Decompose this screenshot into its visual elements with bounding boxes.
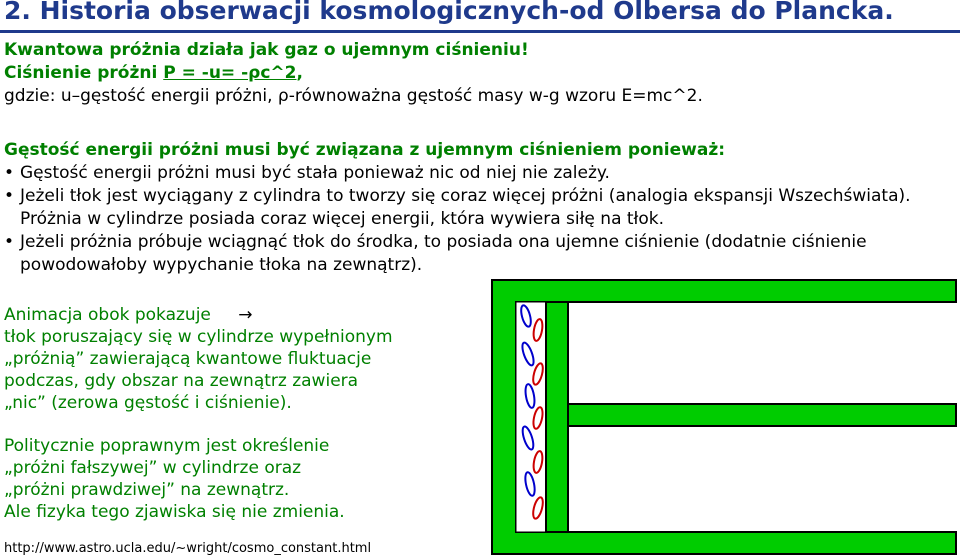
intro-line-2 — [4, 63, 303, 83]
animation-line: podczas, gdy obszar na zewnątrz zawiera — [4, 371, 359, 391]
animation-line: tłok poruszający się w cylindrze wypełnionym — [4, 327, 393, 347]
animation-caption — [4, 304, 253, 326]
intro-line-2-suffix: , — [296, 63, 303, 83]
source-link[interactable]: http://www.astro.ucla.edu/~wright/cosmo_constant.html — [4, 541, 372, 556]
page-title: 2. Historia obserwacji kosmologicznych-od Olbersa do Plancka. — [4, 0, 894, 25]
politics-line: „próżni prawdziwej” na zewnątrz. — [4, 480, 290, 500]
intro-line-3: gdzie: u–gęstość energii próżni, ρ-równoważna gęstość masy w-g wzoru E=mc^2. — [4, 86, 703, 106]
section-heading: Gęstość energii próżni musi być związana z ujemnym ciśnieniem ponieważ: — [4, 140, 726, 160]
bullet-item — [4, 232, 867, 252]
title-underline — [0, 30, 960, 33]
animation-line: Animacja obok pokazuje — [4, 305, 211, 325]
piston — [546, 302, 956, 532]
intro-line-1: Kwantowa próżnia działa jak gaz o ujemnym ciśnieniu! — [4, 40, 529, 60]
pressure-formula: P = -u= -ρc^2 — [163, 63, 297, 83]
bullet-text: Jeżeli tłok jest wyciągany z cylindra to tworzy się coraz więcej próżni (analogia ekspansji Wszechświata). — [20, 186, 911, 206]
bullet-item — [4, 163, 610, 183]
bullet-dot: • — [4, 186, 15, 206]
animation-line: „nic” (zerowa gęstość i ciśnienie). — [4, 393, 292, 413]
politics-line: „próżni fałszywej” w cylindrze oraz — [4, 458, 302, 478]
piston-cylinder-illustration — [490, 278, 960, 558]
bullet-continuation: powodowałoby wypychanie tłoka na zewnątrz). — [20, 255, 423, 275]
bullet-continuation: Próżnia w cylindrze posiada coraz więcej energii, która wywiera siłę na tłok. — [20, 209, 665, 229]
intro-line-2-prefix: Ciśnienie próżni — [4, 63, 164, 83]
bullet-dot: • — [4, 232, 15, 252]
bullet-text: Jeżeli próżnia próbuje wciągnąć tłok do środka, to posiada ona ujemne ciśnienie (dodatnie ciśnienie — [20, 232, 867, 252]
politics-line: Ale fizyka tego zjawiska się nie zmienia. — [4, 502, 345, 522]
bullet-item — [4, 186, 911, 206]
animation-line: „próżnią” zawierającą kwantowe fluktuacje — [4, 349, 372, 369]
bullet-text: Gęstość energii próżni musi być stała ponieważ nic od niej nie zależy. — [20, 163, 610, 183]
politics-line: Politycznie poprawnym jest określenie — [4, 436, 330, 456]
bullet-dot: • — [4, 163, 15, 183]
right-arrow-icon: → — [238, 305, 253, 325]
